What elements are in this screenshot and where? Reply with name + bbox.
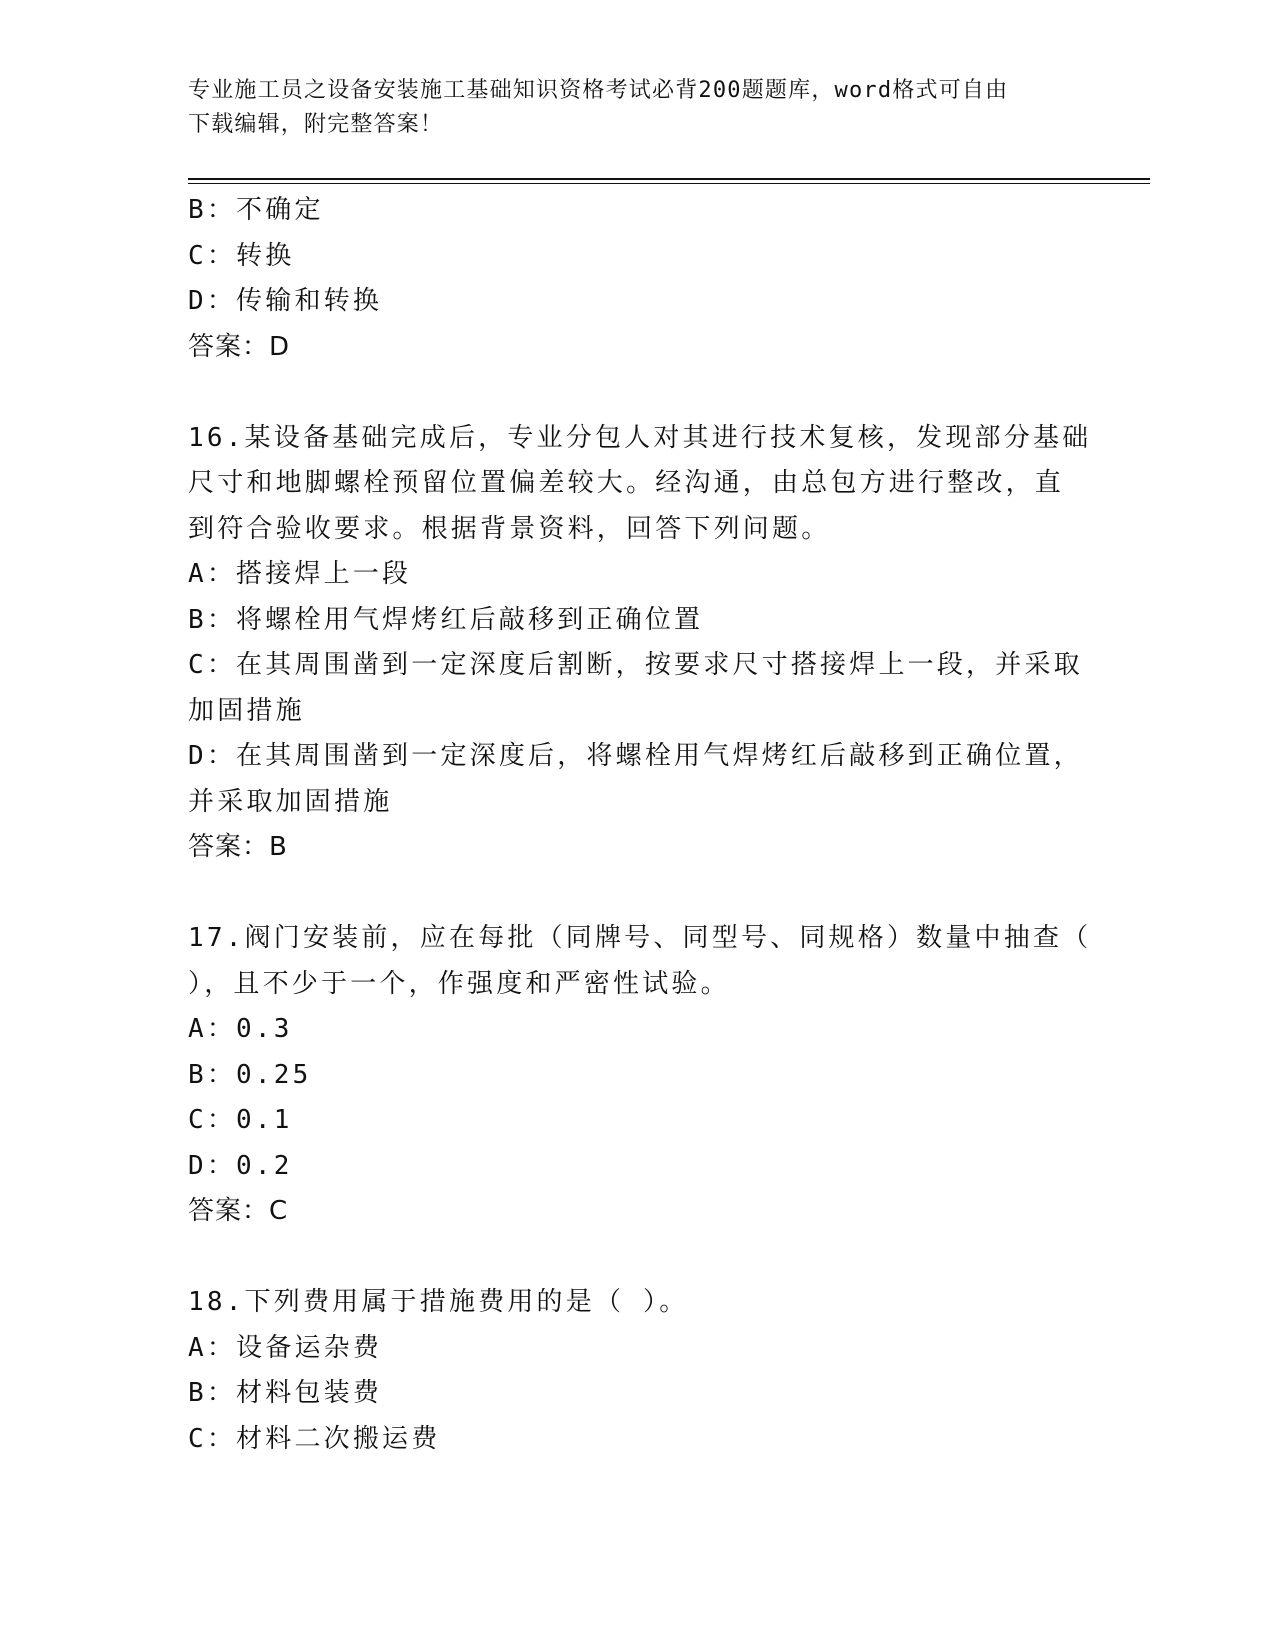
q17-option-d: D：0.2 bbox=[188, 1150, 293, 1181]
header-divider-thick bbox=[188, 178, 1150, 180]
q16-stem-line-3: 到符合验收要求。根据背景资料，回答下列问题。 bbox=[188, 513, 831, 544]
q15-answer: 答案：D bbox=[188, 331, 291, 362]
question-15-options bbox=[188, 188, 1078, 370]
question-16 bbox=[188, 416, 1092, 871]
question-spacing bbox=[188, 871, 1078, 917]
q16-option-d-line-1: D：在其周围凿到一定深度后，将螺栓用气焊烤红后敲移到正确位置， bbox=[188, 741, 1083, 771]
header-divider-thin bbox=[188, 183, 1150, 184]
q16-stem-line-2: 尺寸和地脚螺栓预留位置偏差较大。经沟通，由总包方进行整改，直 bbox=[188, 468, 1065, 498]
q16-option-a: A：搭接焊上一段 bbox=[188, 559, 412, 589]
q17-option-c: C：0.1 bbox=[188, 1105, 293, 1135]
q15-option-b: B：不确定 bbox=[188, 195, 324, 225]
question-spacing bbox=[188, 1235, 1078, 1281]
q15-option-d: D：传输和转换 bbox=[188, 286, 383, 316]
question-content bbox=[188, 188, 1092, 1462]
q16-option-d-line-2: 并采取加固措施 bbox=[188, 786, 393, 817]
q17-answer: 答案：C bbox=[188, 1196, 289, 1226]
header-title-line-2: 下载编辑，附完整答案！ bbox=[188, 112, 444, 137]
q16-option-b: B：将螺栓用气焊烤红后敲移到正确位置 bbox=[188, 604, 704, 635]
q17-stem-line-1: 17.阀门安装前，应在每批（同牌号、同型号、同规格）数量中抽查（ bbox=[188, 923, 1092, 953]
header-title-line-1: 专业施工员之设备安装施工基础知识资格考试必背200题题库，word格式可自由 bbox=[188, 78, 1009, 103]
q16-stem-line-1: 16.某设备基础完成后，专业分包人对其进行技术复核，发现部分基础 bbox=[188, 422, 1092, 453]
q16-option-c-line-2: 加固措施 bbox=[188, 695, 305, 726]
page-header bbox=[188, 74, 1088, 142]
q18-stem: 18.下列费用属于措施费用的是（ ）。 bbox=[188, 1287, 689, 1317]
q18-option-a: A：设备运杂费 bbox=[188, 1332, 383, 1363]
question-18 bbox=[188, 1280, 1078, 1462]
q17-option-b: B：0.25 bbox=[188, 1059, 312, 1090]
q17-stem-line-2: ），且不少于一个，作强度和严密性试验。 bbox=[188, 968, 730, 999]
q18-option-b: B：材料包装费 bbox=[188, 1378, 383, 1408]
q16-option-c-line-1: C：在其周围凿到一定深度后割断，按要求尺寸搭接焊上一段，并采取 bbox=[188, 650, 1083, 680]
q18-option-c: C：材料二次搬运费 bbox=[188, 1423, 441, 1454]
q17-option-a: A：0.3 bbox=[188, 1014, 293, 1044]
q16-answer: 答案：B bbox=[188, 832, 288, 862]
question-17 bbox=[188, 916, 1092, 1235]
question-spacing bbox=[188, 370, 1078, 416]
q15-option-c: C：转换 bbox=[188, 240, 295, 271]
